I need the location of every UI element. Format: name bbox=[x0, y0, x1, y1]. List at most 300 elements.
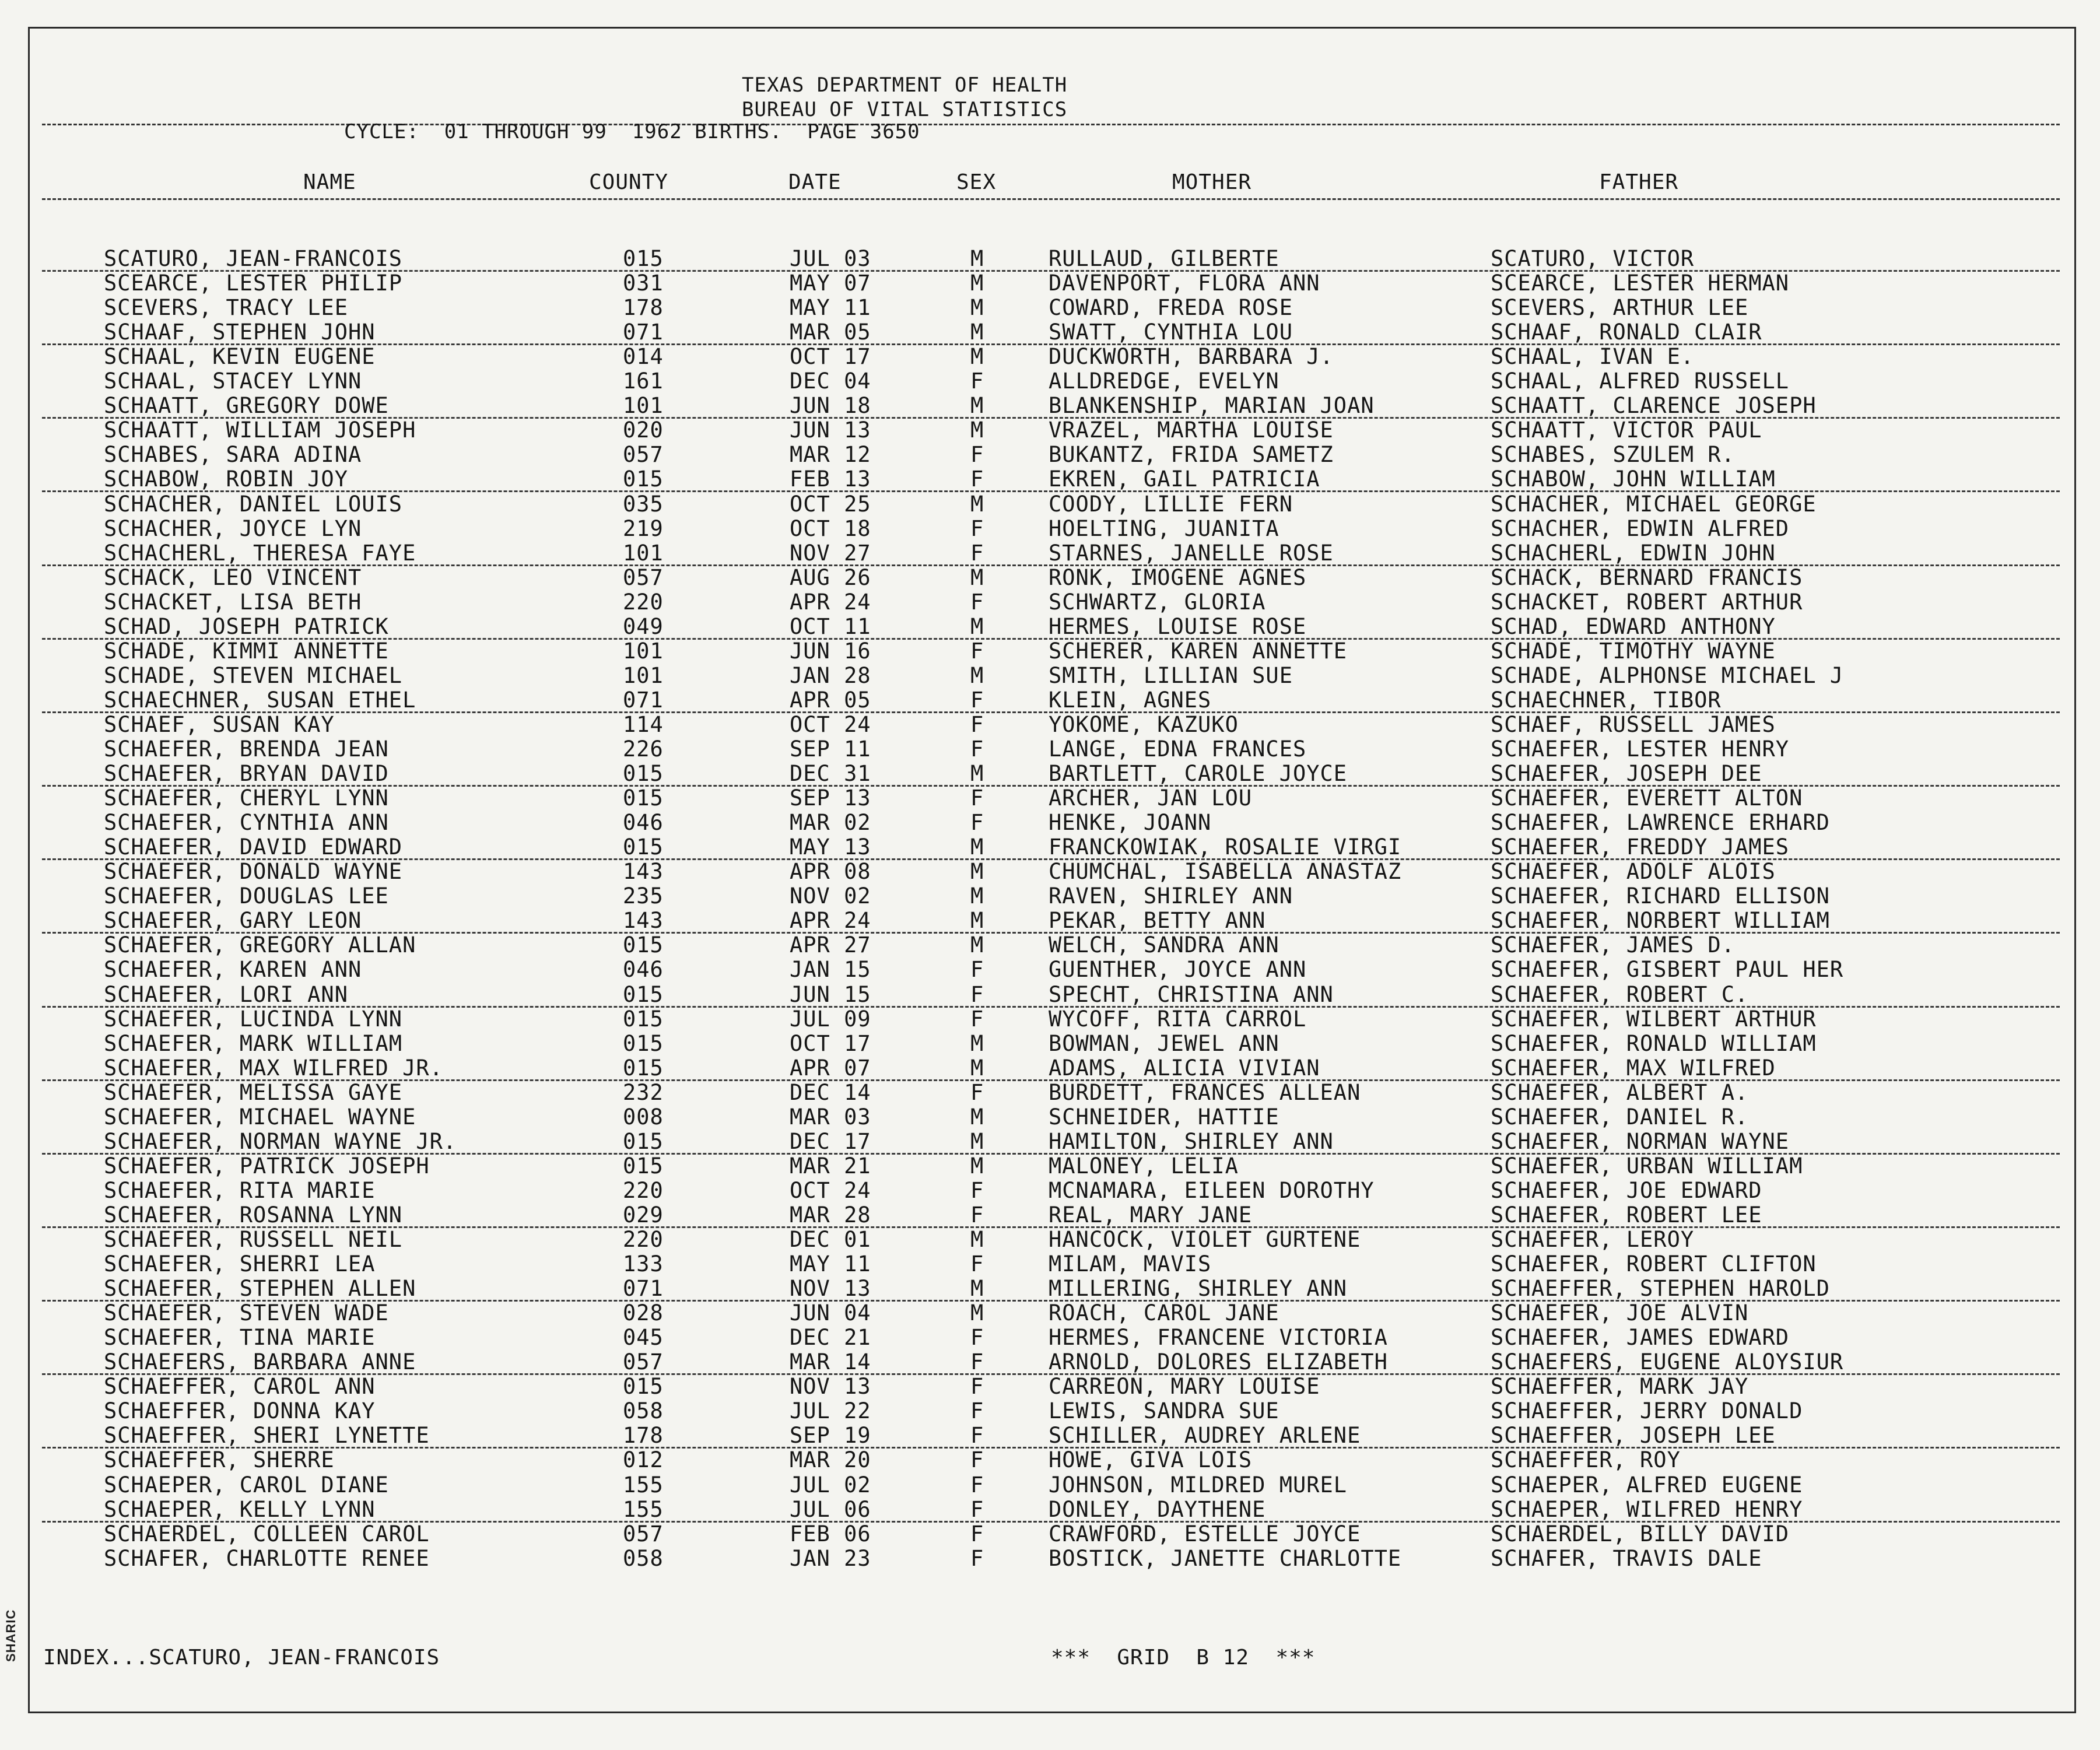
column-header-date: DATE bbox=[788, 170, 842, 194]
table-row bbox=[0, 983, 2100, 1007]
cell-sex: F bbox=[970, 1251, 984, 1277]
column-header-sex: SEX bbox=[956, 170, 997, 194]
cell-father: SCHAEFER, RONALD WILLIAM bbox=[1491, 1030, 1817, 1056]
cell-date: JUN 16 bbox=[790, 638, 871, 664]
cell-sex: F bbox=[970, 1202, 984, 1228]
table-row bbox=[0, 541, 2100, 566]
cell-mother: EKREN, GAIL PATRICIA bbox=[1049, 467, 1320, 492]
cell-name: SCHACHER, DANIEL LOUIS bbox=[104, 491, 403, 517]
cell-name: SCHACK, LEO VINCENT bbox=[104, 564, 362, 590]
cell-county: 057 bbox=[623, 1349, 664, 1375]
cell-county: 101 bbox=[623, 638, 664, 664]
cell-name: SCATURO, JEAN-FRANCOIS bbox=[104, 246, 403, 271]
cell-date: JUL 06 bbox=[790, 1496, 871, 1522]
cell-mother: MILLERING, SHIRLEY ANN bbox=[1049, 1276, 1348, 1302]
cell-sex: F bbox=[970, 1079, 984, 1105]
cell-date: JUN 15 bbox=[790, 981, 871, 1007]
cell-father: SCHAEFER, ALBERT A. bbox=[1491, 1079, 1749, 1105]
cell-date: MAR 21 bbox=[790, 1153, 871, 1179]
cell-name: SCHAEFER, ROSANNA LYNN bbox=[104, 1202, 403, 1228]
cell-county: 058 bbox=[623, 1398, 664, 1424]
table-row bbox=[0, 369, 2100, 394]
cell-sex: M bbox=[970, 1104, 984, 1130]
cell-sex: M bbox=[970, 1128, 984, 1154]
cell-mother: WELCH, SANDRA ANN bbox=[1049, 932, 1279, 958]
cell-county: 071 bbox=[623, 320, 664, 345]
cell-father: SCHAEFER, DANIEL R. bbox=[1491, 1104, 1749, 1130]
cell-sex: F bbox=[970, 1349, 984, 1375]
cell-county: 178 bbox=[623, 1423, 664, 1449]
cell-name: SCHAEFER, DOUGLAS LEE bbox=[104, 883, 389, 909]
table-row bbox=[0, 1154, 2100, 1179]
cell-father: SCHAEFER, LAWRENCE ERHARD bbox=[1491, 810, 1830, 836]
cell-mother: LEWIS, SANDRA SUE bbox=[1049, 1398, 1279, 1424]
cell-mother: MCNAMARA, EILEEN DOROTHY bbox=[1049, 1177, 1375, 1203]
cell-county: 219 bbox=[623, 515, 664, 541]
cell-mother: MALONEY, LELIA bbox=[1049, 1153, 1239, 1179]
cell-date: APR 07 bbox=[790, 1055, 871, 1081]
cell-sex: M bbox=[970, 613, 984, 639]
cell-mother: CARREON, MARY LOUISE bbox=[1049, 1374, 1320, 1400]
table-row bbox=[0, 271, 2100, 296]
cell-mother: ARCHER, JAN LOU bbox=[1049, 785, 1253, 811]
cell-date: NOV 02 bbox=[790, 883, 871, 909]
cell-county: 029 bbox=[623, 1202, 664, 1228]
cell-sex: F bbox=[970, 1325, 984, 1351]
cell-date: NOV 13 bbox=[790, 1374, 871, 1400]
table-row bbox=[0, 1105, 2100, 1130]
cell-name: SCHAD, JOSEPH PATRICK bbox=[104, 613, 389, 639]
cell-date: MAY 07 bbox=[790, 271, 871, 296]
cell-name: SCHAATT, GREGORY DOWE bbox=[104, 393, 389, 419]
table-row bbox=[0, 688, 2100, 713]
cell-father: SCHAEFER, GISBERT PAUL HER bbox=[1491, 957, 1844, 983]
cell-mother: SCHWARTZ, GLORIA bbox=[1049, 589, 1266, 615]
table-row bbox=[0, 590, 2100, 615]
header-bureau: BUREAU OF VITAL STATISTICS bbox=[742, 98, 1068, 121]
header-cycle: CYCLE: 01 THROUGH 99 1962 BIRTHS. PAGE 3650 bbox=[344, 120, 920, 143]
cell-date: OCT 25 bbox=[790, 491, 871, 517]
cell-date: MAY 13 bbox=[790, 834, 871, 860]
cell-name: SCHADE, KIMMI ANNETTE bbox=[104, 638, 389, 664]
cell-father: SCHAAL, IVAN E. bbox=[1491, 344, 1695, 370]
cell-mother: ALLDREDGE, EVELYN bbox=[1049, 369, 1279, 394]
cell-sex: F bbox=[970, 1423, 984, 1449]
cell-mother: RAVEN, SHIRLEY ANN bbox=[1049, 883, 1293, 909]
cell-father: SCHAEFER, FREDDY JAMES bbox=[1491, 834, 1790, 860]
cell-sex: M bbox=[970, 491, 984, 517]
table-row bbox=[0, 517, 2100, 541]
cell-name: SCHAEFER, LUCINDA LYNN bbox=[104, 1006, 403, 1032]
table-row bbox=[0, 1399, 2100, 1423]
cell-father: SCHAEFER, EVERETT ALTON bbox=[1491, 785, 1803, 811]
cell-sex: M bbox=[970, 883, 984, 909]
cell-county: 232 bbox=[623, 1079, 664, 1105]
cell-father: SCHABES, SZULEM R. bbox=[1491, 442, 1735, 468]
cell-sex: F bbox=[970, 1521, 984, 1546]
cell-date: JUN 13 bbox=[790, 418, 871, 443]
cell-father: SCHAEFER, WILBERT ARTHUR bbox=[1491, 1006, 1817, 1032]
table-row bbox=[0, 1423, 2100, 1448]
cell-mother: YOKOME, KAZUKO bbox=[1049, 711, 1239, 737]
cell-county: 220 bbox=[623, 589, 664, 615]
cell-father: SCHAEFER, ADOLF ALOIS bbox=[1491, 859, 1776, 885]
cell-father: SCHAEFER, NORBERT WILLIAM bbox=[1491, 908, 1830, 934]
cell-mother: SPECHT, CHRISTINA ANN bbox=[1049, 981, 1334, 1007]
table-row bbox=[0, 566, 2100, 590]
cell-county: 031 bbox=[623, 271, 664, 296]
table-row bbox=[0, 1130, 2100, 1154]
cell-date: SEP 19 bbox=[790, 1423, 871, 1449]
cell-name: SCHAAL, STACEY LYNN bbox=[104, 369, 362, 394]
cell-mother: DUCKWORTH, BARBARA J. bbox=[1049, 344, 1334, 370]
cell-father: SCHAEFER, ROBERT C. bbox=[1491, 981, 1749, 1007]
table-row bbox=[0, 639, 2100, 664]
cell-sex: M bbox=[970, 344, 984, 370]
cell-date: DEC 17 bbox=[790, 1128, 871, 1154]
cell-date: JUL 03 bbox=[790, 246, 871, 271]
cell-name: SCHAEFER, TINA MARIE bbox=[104, 1325, 376, 1351]
cell-sex: M bbox=[970, 246, 984, 271]
cell-name: SCHAFER, CHARLOTTE RENEE bbox=[104, 1545, 430, 1571]
cell-father: SCHAEFER, MAX WILFRED bbox=[1491, 1055, 1776, 1081]
cell-county: 015 bbox=[623, 467, 664, 492]
cell-date: MAR 20 bbox=[790, 1447, 871, 1473]
table-row bbox=[0, 664, 2100, 688]
table-row bbox=[0, 713, 2100, 737]
cell-date: JUL 02 bbox=[790, 1472, 871, 1498]
cell-sex: M bbox=[970, 271, 984, 296]
cell-father: SCHACKET, ROBERT ARTHUR bbox=[1491, 589, 1803, 615]
cell-father: SCHAECHNER, TIBOR bbox=[1491, 687, 1722, 713]
cell-father: SCHADE, TIMOTHY WAYNE bbox=[1491, 638, 1776, 664]
table-row bbox=[0, 1301, 2100, 1325]
cell-mother: HERMES, FRANCENE VICTORIA bbox=[1049, 1325, 1388, 1351]
cell-mother: COWARD, FREDA ROSE bbox=[1049, 295, 1293, 321]
side-label: SHARIC bbox=[3, 1609, 18, 1662]
cell-name: SCHAEFER, GREGORY ALLAN bbox=[104, 932, 416, 958]
cell-father: SCHAERDEL, BILLY DAVID bbox=[1491, 1521, 1790, 1546]
cell-name: SCHAECHNER, SUSAN ETHEL bbox=[104, 687, 416, 713]
cell-mother: VRAZEL, MARTHA LOUISE bbox=[1049, 418, 1334, 443]
cell-mother: WYCOFF, RITA CARROL bbox=[1049, 1006, 1307, 1032]
cell-sex: F bbox=[970, 1374, 984, 1400]
cell-name: SCHAEFER, RITA MARIE bbox=[104, 1177, 376, 1203]
cell-mother: PEKAR, BETTY ANN bbox=[1049, 908, 1266, 934]
cell-county: 046 bbox=[623, 810, 664, 836]
cell-mother: FRANCKOWIAK, ROSALIE VIRGI bbox=[1049, 834, 1402, 860]
table-row bbox=[0, 1546, 2100, 1571]
cell-county: 133 bbox=[623, 1251, 664, 1277]
cell-name: SCHACKET, LISA BETH bbox=[104, 589, 362, 615]
cell-mother: HOWE, GIVA LOIS bbox=[1049, 1447, 1253, 1473]
table-row bbox=[0, 909, 2100, 933]
cell-county: 008 bbox=[623, 1104, 664, 1130]
table-row bbox=[0, 1325, 2100, 1350]
cell-father: SCHAAF, RONALD CLAIR bbox=[1491, 320, 1762, 345]
cell-sex: F bbox=[970, 737, 984, 762]
table-row bbox=[0, 1350, 2100, 1374]
cell-mother: BOWMAN, JEWEL ANN bbox=[1049, 1030, 1279, 1056]
cell-date: MAR 28 bbox=[790, 1202, 871, 1228]
cell-name: SCHAEFER, LORI ANN bbox=[104, 981, 348, 1007]
cell-date: NOV 13 bbox=[790, 1276, 871, 1302]
cell-father: SCHAATT, VICTOR PAUL bbox=[1491, 418, 1762, 443]
cell-date: JUL 22 bbox=[790, 1398, 871, 1424]
cell-name: SCHABES, SARA ADINA bbox=[104, 442, 362, 468]
cell-father: SCHAEFER, URBAN WILLIAM bbox=[1491, 1153, 1803, 1179]
cell-county: 049 bbox=[623, 613, 664, 639]
cell-date: DEC 31 bbox=[790, 761, 871, 787]
cell-date: OCT 24 bbox=[790, 711, 871, 737]
cell-name: SCHAEFER, CYNTHIA ANN bbox=[104, 810, 389, 836]
column-header-mother: MOTHER bbox=[1172, 170, 1252, 194]
cell-county: 020 bbox=[623, 418, 664, 443]
cell-father: SCHAATT, CLARENCE JOSEPH bbox=[1491, 393, 1817, 419]
cell-name: SCHAEFER, STEPHEN ALLEN bbox=[104, 1276, 416, 1302]
cell-sex: F bbox=[970, 957, 984, 983]
cell-father: SCHAEFER, JOE ALVIN bbox=[1491, 1300, 1749, 1326]
cell-sex: M bbox=[970, 908, 984, 934]
cell-mother: HERMES, LOUISE ROSE bbox=[1049, 613, 1307, 639]
cell-mother: HENKE, JOANN bbox=[1049, 810, 1212, 836]
cell-father: SCEVERS, ARTHUR LEE bbox=[1491, 295, 1749, 321]
cell-date: OCT 17 bbox=[790, 1030, 871, 1056]
cell-name: SCHAEFER, SHERRI LEA bbox=[104, 1251, 376, 1277]
cell-name: SCHAEPER, KELLY LYNN bbox=[104, 1496, 376, 1522]
cell-sex: F bbox=[970, 1177, 984, 1203]
cell-sex: F bbox=[970, 1472, 984, 1498]
cell-sex: F bbox=[970, 687, 984, 713]
column-header-name: NAME bbox=[303, 170, 356, 194]
cell-father: SCHAEFERS, EUGENE ALOYSIUR bbox=[1491, 1349, 1844, 1375]
cell-father: SCEARCE, LESTER HERMAN bbox=[1491, 271, 1790, 296]
cell-sex: F bbox=[970, 638, 984, 664]
table-row bbox=[0, 1374, 2100, 1399]
table-row bbox=[0, 345, 2100, 369]
cell-father: SCHAEFER, JAMES D. bbox=[1491, 932, 1735, 958]
cell-sex: M bbox=[970, 393, 984, 419]
cell-name: SCHADE, STEVEN MICHAEL bbox=[104, 662, 403, 688]
cell-father: SCHAEFFER, MARK JAY bbox=[1491, 1374, 1749, 1400]
cell-name: SCHAEF, SUSAN KAY bbox=[104, 711, 335, 737]
cell-date: JAN 23 bbox=[790, 1545, 871, 1571]
cell-county: 046 bbox=[623, 957, 664, 983]
cell-father: SCHAEFER, LESTER HENRY bbox=[1491, 737, 1790, 762]
cell-date: OCT 11 bbox=[790, 613, 871, 639]
cell-father: SCATURO, VICTOR bbox=[1491, 246, 1695, 271]
cell-sex: M bbox=[970, 320, 984, 345]
table-row bbox=[0, 835, 2100, 860]
cell-sex: M bbox=[970, 1276, 984, 1302]
cell-father: SCHAEFER, ROBERT CLIFTON bbox=[1491, 1251, 1817, 1277]
cell-date: APR 24 bbox=[790, 908, 871, 934]
table-row bbox=[0, 786, 2100, 811]
cell-mother: DAVENPORT, FLORA ANN bbox=[1049, 271, 1320, 296]
column-header-county: COUNTY bbox=[589, 170, 669, 194]
cell-mother: JOHNSON, MILDRED MUREL bbox=[1049, 1472, 1348, 1498]
cell-name: SCEARCE, LESTER PHILIP bbox=[104, 271, 403, 296]
cell-name: SCHABOW, ROBIN JOY bbox=[104, 467, 348, 492]
cell-father: SCHAEFER, ROBERT LEE bbox=[1491, 1202, 1762, 1228]
table-row bbox=[0, 467, 2100, 492]
cell-sex: F bbox=[970, 589, 984, 615]
cell-county: 014 bbox=[623, 344, 664, 370]
cell-county: 101 bbox=[623, 540, 664, 566]
cell-county: 220 bbox=[623, 1227, 664, 1252]
cell-name: SCHAAL, KEVIN EUGENE bbox=[104, 344, 376, 370]
cell-father: SCHAEFFER, STEPHEN HAROLD bbox=[1491, 1276, 1830, 1302]
cell-county: 071 bbox=[623, 687, 664, 713]
cell-county: 035 bbox=[623, 491, 664, 517]
cell-sex: M bbox=[970, 564, 984, 590]
cell-father: SCHAEPER, WILFRED HENRY bbox=[1491, 1496, 1803, 1522]
table-row bbox=[0, 1276, 2100, 1301]
table-row bbox=[0, 1081, 2100, 1105]
cell-county: 057 bbox=[623, 442, 664, 468]
cell-county: 143 bbox=[623, 859, 664, 885]
cell-sex: F bbox=[970, 1545, 984, 1571]
table-row bbox=[0, 1228, 2100, 1252]
cell-mother: DONLEY, DAYTHENE bbox=[1049, 1496, 1266, 1522]
cell-date: FEB 06 bbox=[790, 1521, 871, 1546]
cell-county: 220 bbox=[623, 1177, 664, 1203]
cell-mother: SCHNEIDER, HATTIE bbox=[1049, 1104, 1279, 1130]
cell-sex: M bbox=[970, 1300, 984, 1326]
cell-father: SCHACK, BERNARD FRANCIS bbox=[1491, 564, 1803, 590]
table-row bbox=[0, 247, 2100, 271]
cell-county: 015 bbox=[623, 1128, 664, 1154]
cell-father: SCHAEFER, RICHARD ELLISON bbox=[1491, 883, 1830, 909]
table-row bbox=[0, 958, 2100, 982]
cell-father: SCHAEFER, JOSEPH DEE bbox=[1491, 761, 1762, 787]
cell-mother: BLANKENSHIP, MARIAN JOAN bbox=[1049, 393, 1375, 419]
cell-sex: F bbox=[970, 711, 984, 737]
table-row bbox=[0, 418, 2100, 443]
cell-sex: M bbox=[970, 859, 984, 885]
cell-sex: F bbox=[970, 540, 984, 566]
cell-county: 143 bbox=[623, 908, 664, 934]
table-row bbox=[0, 296, 2100, 320]
cell-mother: SMITH, LILLIAN SUE bbox=[1049, 662, 1293, 688]
cell-sex: F bbox=[970, 1006, 984, 1032]
cell-county: 015 bbox=[623, 761, 664, 787]
cell-mother: HANCOCK, VIOLET GURTENE bbox=[1049, 1227, 1361, 1252]
cell-sex: F bbox=[970, 1496, 984, 1522]
cell-county: 057 bbox=[623, 1521, 664, 1546]
cell-mother: ADAMS, ALICIA VIVIAN bbox=[1049, 1055, 1320, 1081]
cell-county: 015 bbox=[623, 932, 664, 958]
header-department: TEXAS DEPARTMENT OF HEALTH bbox=[742, 73, 1068, 97]
cell-mother: SWATT, CYNTHIA LOU bbox=[1049, 320, 1293, 345]
cell-mother: CHUMCHAL, ISABELLA ANASTAZ bbox=[1049, 859, 1402, 885]
cell-county: 015 bbox=[623, 1374, 664, 1400]
cell-date: FEB 13 bbox=[790, 467, 871, 492]
cell-name: SCHAEFER, KAREN ANN bbox=[104, 957, 362, 983]
cell-date: MAR 02 bbox=[790, 810, 871, 836]
cell-name: SCHAEFER, BRYAN DAVID bbox=[104, 761, 389, 787]
cell-name: SCHAEFER, CHERYL LYNN bbox=[104, 785, 389, 811]
cell-sex: M bbox=[970, 1153, 984, 1179]
cell-father: SCHACHER, EDWIN ALFRED bbox=[1491, 515, 1790, 541]
cell-date: MAR 05 bbox=[790, 320, 871, 345]
cell-date: APR 24 bbox=[790, 589, 871, 615]
cell-mother: GUENTHER, JOYCE ANN bbox=[1049, 957, 1307, 983]
cell-name: SCHAEFFER, CAROL ANN bbox=[104, 1374, 376, 1400]
cell-date: JUN 04 bbox=[790, 1300, 871, 1326]
table-row bbox=[0, 884, 2100, 909]
cell-father: SCHAEFER, JOE EDWARD bbox=[1491, 1177, 1762, 1203]
table-row bbox=[0, 1252, 2100, 1276]
cell-name: SCHAEFFER, DONNA KAY bbox=[104, 1398, 376, 1424]
cell-sex: M bbox=[970, 418, 984, 443]
cell-date: JUL 09 bbox=[790, 1006, 871, 1032]
table-row bbox=[0, 443, 2100, 467]
table-row bbox=[0, 860, 2100, 884]
cell-county: 155 bbox=[623, 1496, 664, 1522]
cell-county: 058 bbox=[623, 1545, 664, 1571]
cell-sex: F bbox=[970, 442, 984, 468]
cell-county: 057 bbox=[623, 564, 664, 590]
cell-name: SCHACHERL, THERESA FAYE bbox=[104, 540, 416, 566]
footer-grid: *** GRID B 12 *** bbox=[1051, 1646, 1316, 1670]
cell-sex: F bbox=[970, 1398, 984, 1424]
table-row bbox=[0, 1498, 2100, 1522]
cell-sex: M bbox=[970, 662, 984, 688]
column-header-father: FATHER bbox=[1599, 170, 1679, 194]
cell-mother: HAMILTON, SHIRLEY ANN bbox=[1049, 1128, 1334, 1154]
cell-mother: BOSTICK, JANETTE CHARLOTTE bbox=[1049, 1545, 1402, 1571]
cell-name: SCHAEFFER, SHERRE bbox=[104, 1447, 335, 1473]
cell-name: SCHAEFER, GARY LEON bbox=[104, 908, 362, 934]
cell-mother: RULLAUD, GILBERTE bbox=[1049, 246, 1279, 271]
cell-father: SCHAEFER, JAMES EDWARD bbox=[1491, 1325, 1790, 1351]
cell-father: SCHAEPER, ALFRED EUGENE bbox=[1491, 1472, 1803, 1498]
table-row bbox=[0, 492, 2100, 517]
cell-date: AUG 26 bbox=[790, 564, 871, 590]
cell-county: 015 bbox=[623, 1153, 664, 1179]
cell-date: JAN 15 bbox=[790, 957, 871, 983]
cell-mother: HOELTING, JUANITA bbox=[1049, 515, 1279, 541]
cell-sex: M bbox=[970, 1030, 984, 1056]
table-row bbox=[0, 1203, 2100, 1228]
cell-name: SCHAEPER, CAROL DIANE bbox=[104, 1472, 389, 1498]
cell-father: SCHABOW, JOHN WILLIAM bbox=[1491, 467, 1776, 492]
table-row bbox=[0, 1179, 2100, 1203]
cell-mother: KLEIN, AGNES bbox=[1049, 687, 1212, 713]
table-row bbox=[0, 1056, 2100, 1081]
table-row bbox=[0, 811, 2100, 835]
cell-mother: MILAM, MAVIS bbox=[1049, 1251, 1212, 1277]
cell-sex: F bbox=[970, 369, 984, 394]
cell-name: SCHAEFERS, BARBARA ANNE bbox=[104, 1349, 416, 1375]
table-row bbox=[0, 1007, 2100, 1032]
cell-father: SCHAAL, ALFRED RUSSELL bbox=[1491, 369, 1790, 394]
cell-county: 028 bbox=[623, 1300, 664, 1326]
cell-date: MAR 03 bbox=[790, 1104, 871, 1130]
table-row bbox=[0, 615, 2100, 639]
cell-mother: STARNES, JANELLE ROSE bbox=[1049, 540, 1334, 566]
cell-date: OCT 24 bbox=[790, 1177, 871, 1203]
cell-county: 101 bbox=[623, 393, 664, 419]
table-row bbox=[0, 1522, 2100, 1546]
cell-date: MAY 11 bbox=[790, 1251, 871, 1277]
cell-name: SCHAEFER, BRENDA JEAN bbox=[104, 737, 389, 762]
cell-mother: COODY, LILLIE FERN bbox=[1049, 491, 1293, 517]
table-row bbox=[0, 1032, 2100, 1056]
cell-father: SCHAD, EDWARD ANTHONY bbox=[1491, 613, 1776, 639]
cell-name: SCHAEFER, PATRICK JOSEPH bbox=[104, 1153, 430, 1179]
